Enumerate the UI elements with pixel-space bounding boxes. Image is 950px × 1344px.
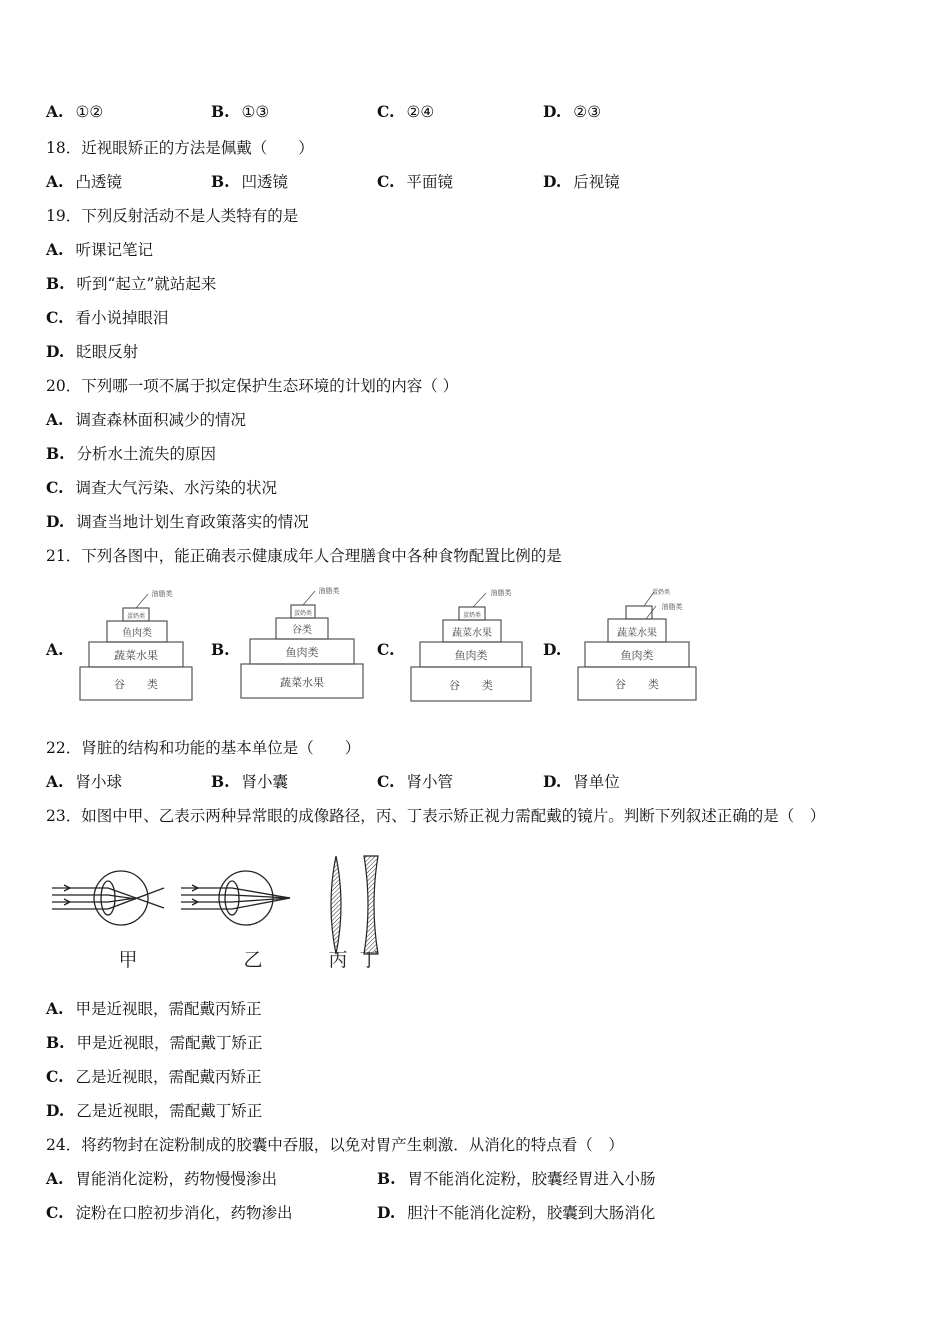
- pyramid-a-text-top: 油脂类: [151, 590, 173, 598]
- q19-option-d[interactable]: D. 眨眼反射: [46, 342, 139, 361]
- q24-option-d[interactable]: D. 胆汁不能消化淀粉，胶囊到大肠消化: [377, 1203, 656, 1222]
- q23-option-b[interactable]: B. 甲是近视眼，需配戴丁矫正: [46, 1033, 263, 1052]
- pyramid-c-text-3: 蔬菜水果: [452, 628, 492, 639]
- food-pyramid-d: [574, 582, 700, 704]
- pyramid-b-text-3: 谷类: [292, 625, 312, 636]
- q24-option-b[interactable]: B. 胃不能消化淀粉，胶囊经胃进入小肠: [377, 1169, 656, 1188]
- pyramid-b-text-1: 蔬菜水果: [280, 676, 324, 689]
- q22-option-d[interactable]: D. 肾单位: [543, 772, 620, 791]
- q23-option-c[interactable]: C. 乙是近视眼，需配戴丙矫正: [46, 1067, 262, 1086]
- q22-stem: 22．肾脏的结构和功能的基本单位是（ ）: [46, 739, 361, 757]
- pyramid-b-text-4: 蛋奶类: [293, 610, 313, 617]
- q19-stem: 19．下列反射活动不是人类特有的是: [46, 207, 299, 225]
- q24-option-a[interactable]: A. 胃能消化淀粉，药物慢慢渗出: [46, 1169, 277, 1188]
- label-ding: 丁: [359, 949, 379, 971]
- q21-label-a[interactable]: A.: [46, 640, 64, 659]
- eye-yi: [181, 871, 290, 925]
- q22-option-b[interactable]: B. 肾小囊: [211, 772, 289, 791]
- q17-option-a[interactable]: A. ①②: [46, 102, 104, 121]
- pyramid-c-text-4: 蛋奶类: [462, 612, 482, 619]
- q18-option-d[interactable]: D. 后视镜: [543, 172, 620, 191]
- pyramid-d-text-top: 油脂类: [661, 603, 683, 611]
- q20-option-a[interactable]: A. 调查森林面积减少的情况: [46, 410, 246, 429]
- q20-stem: 20．下列哪一项不属于拟定保护生态环境的计划的内容（ ）: [46, 377, 459, 395]
- q22-option-c[interactable]: C. 肾小管: [377, 772, 453, 791]
- q18-option-b[interactable]: B. 凹透镜: [211, 172, 289, 191]
- pyramid-a-text-4: 蛋奶类: [126, 613, 146, 620]
- q21-stem: 21．下列各图中，能正确表示健康成年人合理膳食中各种食物配置比例的是: [46, 547, 562, 565]
- food-pyramid-c: [407, 582, 535, 704]
- pyramid-d-text-3: 蔬菜水果: [617, 628, 657, 639]
- q17-option-b[interactable]: B. ①③: [211, 102, 270, 121]
- food-pyramid-a: [76, 584, 198, 704]
- food-pyramid-b: [237, 580, 367, 702]
- q17-option-d[interactable]: D. ②③: [543, 102, 602, 121]
- pyramid-d-text-4: 蛋奶类: [651, 589, 671, 596]
- label-jia: 甲: [118, 949, 138, 971]
- pyramid-c-text-1: 谷 类: [449, 679, 493, 692]
- pyramid-c-text-2: 鱼肉类: [454, 649, 488, 662]
- q23-stem: 23．如图中甲、乙表示两种异常眼的成像路径，丙、丁表示矫正视力需配戴的镜片。判断下列叙述正确的是（ ）: [46, 807, 826, 825]
- q19-option-b[interactable]: B. 听到“起立”就站起来: [46, 274, 217, 293]
- pyramid-b-text-top: 油脂类: [318, 587, 340, 595]
- q21-label-b[interactable]: B.: [211, 640, 230, 659]
- q23-option-d[interactable]: D. 乙是近视眼，需配戴丁矫正: [46, 1101, 263, 1120]
- q19-option-a[interactable]: A. 听课记笔记: [46, 240, 153, 259]
- q19-option-c[interactable]: C. 看小说掉眼泪: [46, 308, 169, 327]
- label-yi: 乙: [243, 949, 263, 971]
- q18-stem: 18．近视眼矫正的方法是佩戴（ ）: [46, 139, 314, 157]
- pyramid-b-text-2: 鱼肉类: [285, 646, 319, 659]
- concave-lens-ding: [364, 856, 378, 954]
- eye-jia: [52, 871, 164, 925]
- q23-option-a[interactable]: A. 甲是近视眼，需配戴丙矫正: [46, 999, 262, 1018]
- label-bing: 丙: [328, 949, 348, 971]
- q17-option-c[interactable]: C. ②④: [377, 102, 435, 121]
- q21-label-c[interactable]: C.: [377, 640, 395, 659]
- q18-option-c[interactable]: C. 平面镜: [377, 172, 453, 191]
- eye-lens-figure: [46, 850, 396, 975]
- q24-option-c[interactable]: C. 淀粉在口腔初步消化，药物渗出: [46, 1203, 293, 1222]
- pyramid-d-text-1: 谷 类: [615, 678, 659, 691]
- q20-option-b[interactable]: B. 分析水土流失的原因: [46, 444, 217, 463]
- q20-option-c[interactable]: C. 调查大气污染、水污染的状况: [46, 478, 277, 497]
- convex-lens-bing: [331, 856, 341, 954]
- q18-option-a[interactable]: A. 凸透镜: [46, 172, 122, 191]
- q22-option-a[interactable]: A. 肾小球: [46, 772, 122, 791]
- pyramid-a-text-2: 蔬菜水果: [114, 649, 158, 662]
- pyramid-d-layer-4: [626, 606, 652, 619]
- pyramid-a-text-3: 鱼肉类: [122, 628, 152, 639]
- q20-option-d[interactable]: D. 调查当地计划生育政策落实的情况: [46, 512, 309, 531]
- pyramid-d-text-2: 鱼肉类: [620, 649, 654, 662]
- q24-stem: 24．将药物封在淀粉制成的胶囊中吞服，以免对胃产生刺激．从消化的特点看（ ）: [46, 1136, 624, 1154]
- pyramid-c-text-top: 油脂类: [490, 589, 512, 597]
- pyramid-a-text-1: 谷 类: [114, 678, 158, 691]
- q21-label-d[interactable]: D.: [543, 640, 562, 659]
